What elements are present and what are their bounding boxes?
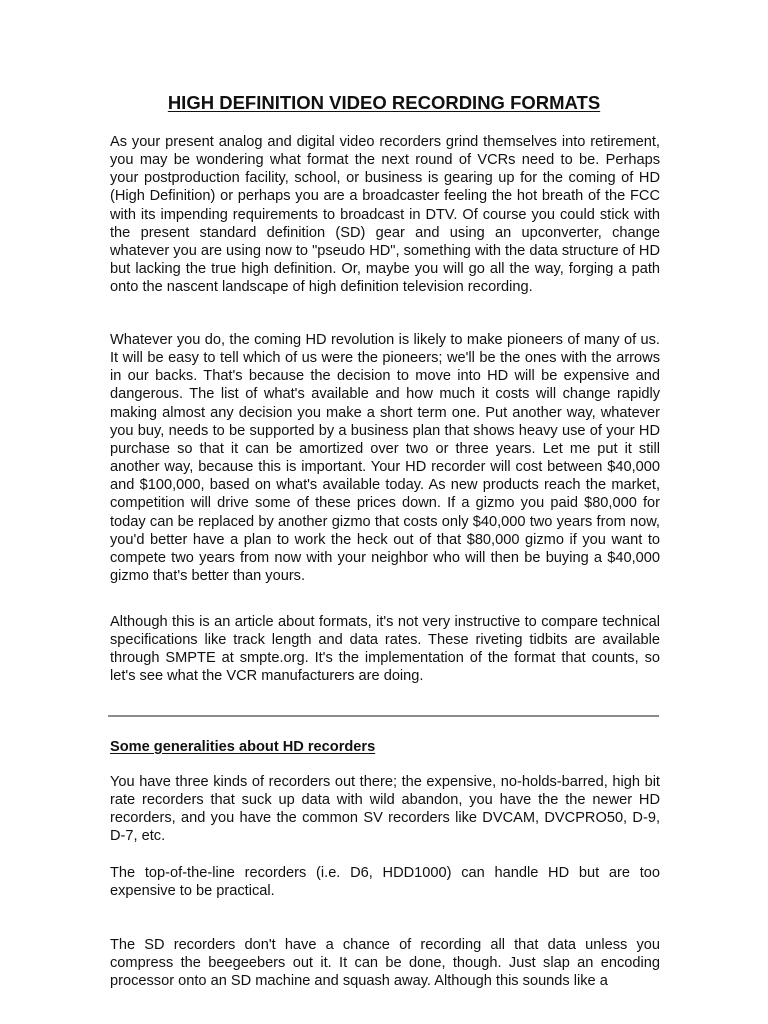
- section-paragraph: The SD recorders don't have a chance of recording all that data unless you compress the beegeebers out it. It can be done, though. Just slap an encoding processor onto an SD machine and squash away. Although this sounds like a: [110, 937, 660, 990]
- body-paragraph: Although this is an article about formats, it's not very instructive to compare technical specifications like track length and data rates. These riveting tidbits are available through SMPTE at smpte.org. It's the implementation of the format that counts, so let's see what the VCR manufacturers are doing.: [110, 614, 660, 685]
- section-heading: Some generalities about HD recorders: [110, 739, 376, 755]
- horizontal-divider: [108, 715, 659, 717]
- body-paragraph: As your present analog and digital video recorders grind themselves into retirement, you may be wondering what format the next round of VCRs need to be. Perhaps your postproduction facility, school, or business is gearing up for the coming of HD (High Definition) or perhaps you are a broadcaster feeling the hot breath of the FCC with its impending requirements to broadcast in DTV. Of course you could stick with the present standard definition (SD) gear and using an upconverter, change whatever you are using now to "pseudo HD", something with the data structure of HD but lacking the true high definition. Or, maybe you will go all the way, forging a path onto the nascent landscape of high definition television recording.: [110, 134, 660, 296]
- body-paragraph: Whatever you do, the coming HD revolution is likely to make pioneers of many of us. It will be easy to tell which of us were the pioneers; we'll be the ones with the arrows in our backs. That's because the decision to move into HD will be expensive and dangerous. The list of what's available and how much it costs will change rapidly making almost any decision you make a short term one. Put another way, whatever you buy, needs to be supported by a business plan that shows heavy use of your HD purchase so that it can be amortized over two or three years. Let me put it still another way, because this is important. Your HD recorder will cost between $40,000 and $100,000, based on what's available today. As new products reach the market, competition will drive some of these prices down. If a gizmo you paid $80,000 for today can be replaced by another gizmo that costs only $40,000 two years from now, you'd better have a plan to work the heck out of that $80,000 gizmo if you want to compete two years from now with your neighbor who will then be buying a $40,000 gizmo that's better than yours.: [110, 332, 660, 585]
- page-title: HIGH DEFINITION VIDEO RECORDING FORMATS: [167, 92, 601, 113]
- section-paragraph: The top-of-the-line recorders (i.e. D6, HDD1000) can handle HD but are too expensive to be practical.: [110, 865, 660, 900]
- section-paragraph: You have three kinds of recorders out there; the expensive, no-holds-barred, high bit rate recorders that suck up data with wild abandon, you have the the newer HD recorders, and you have the common SV recorders like DVCAM, DVCPRO50, D-9, D-7, etc.: [110, 774, 660, 845]
